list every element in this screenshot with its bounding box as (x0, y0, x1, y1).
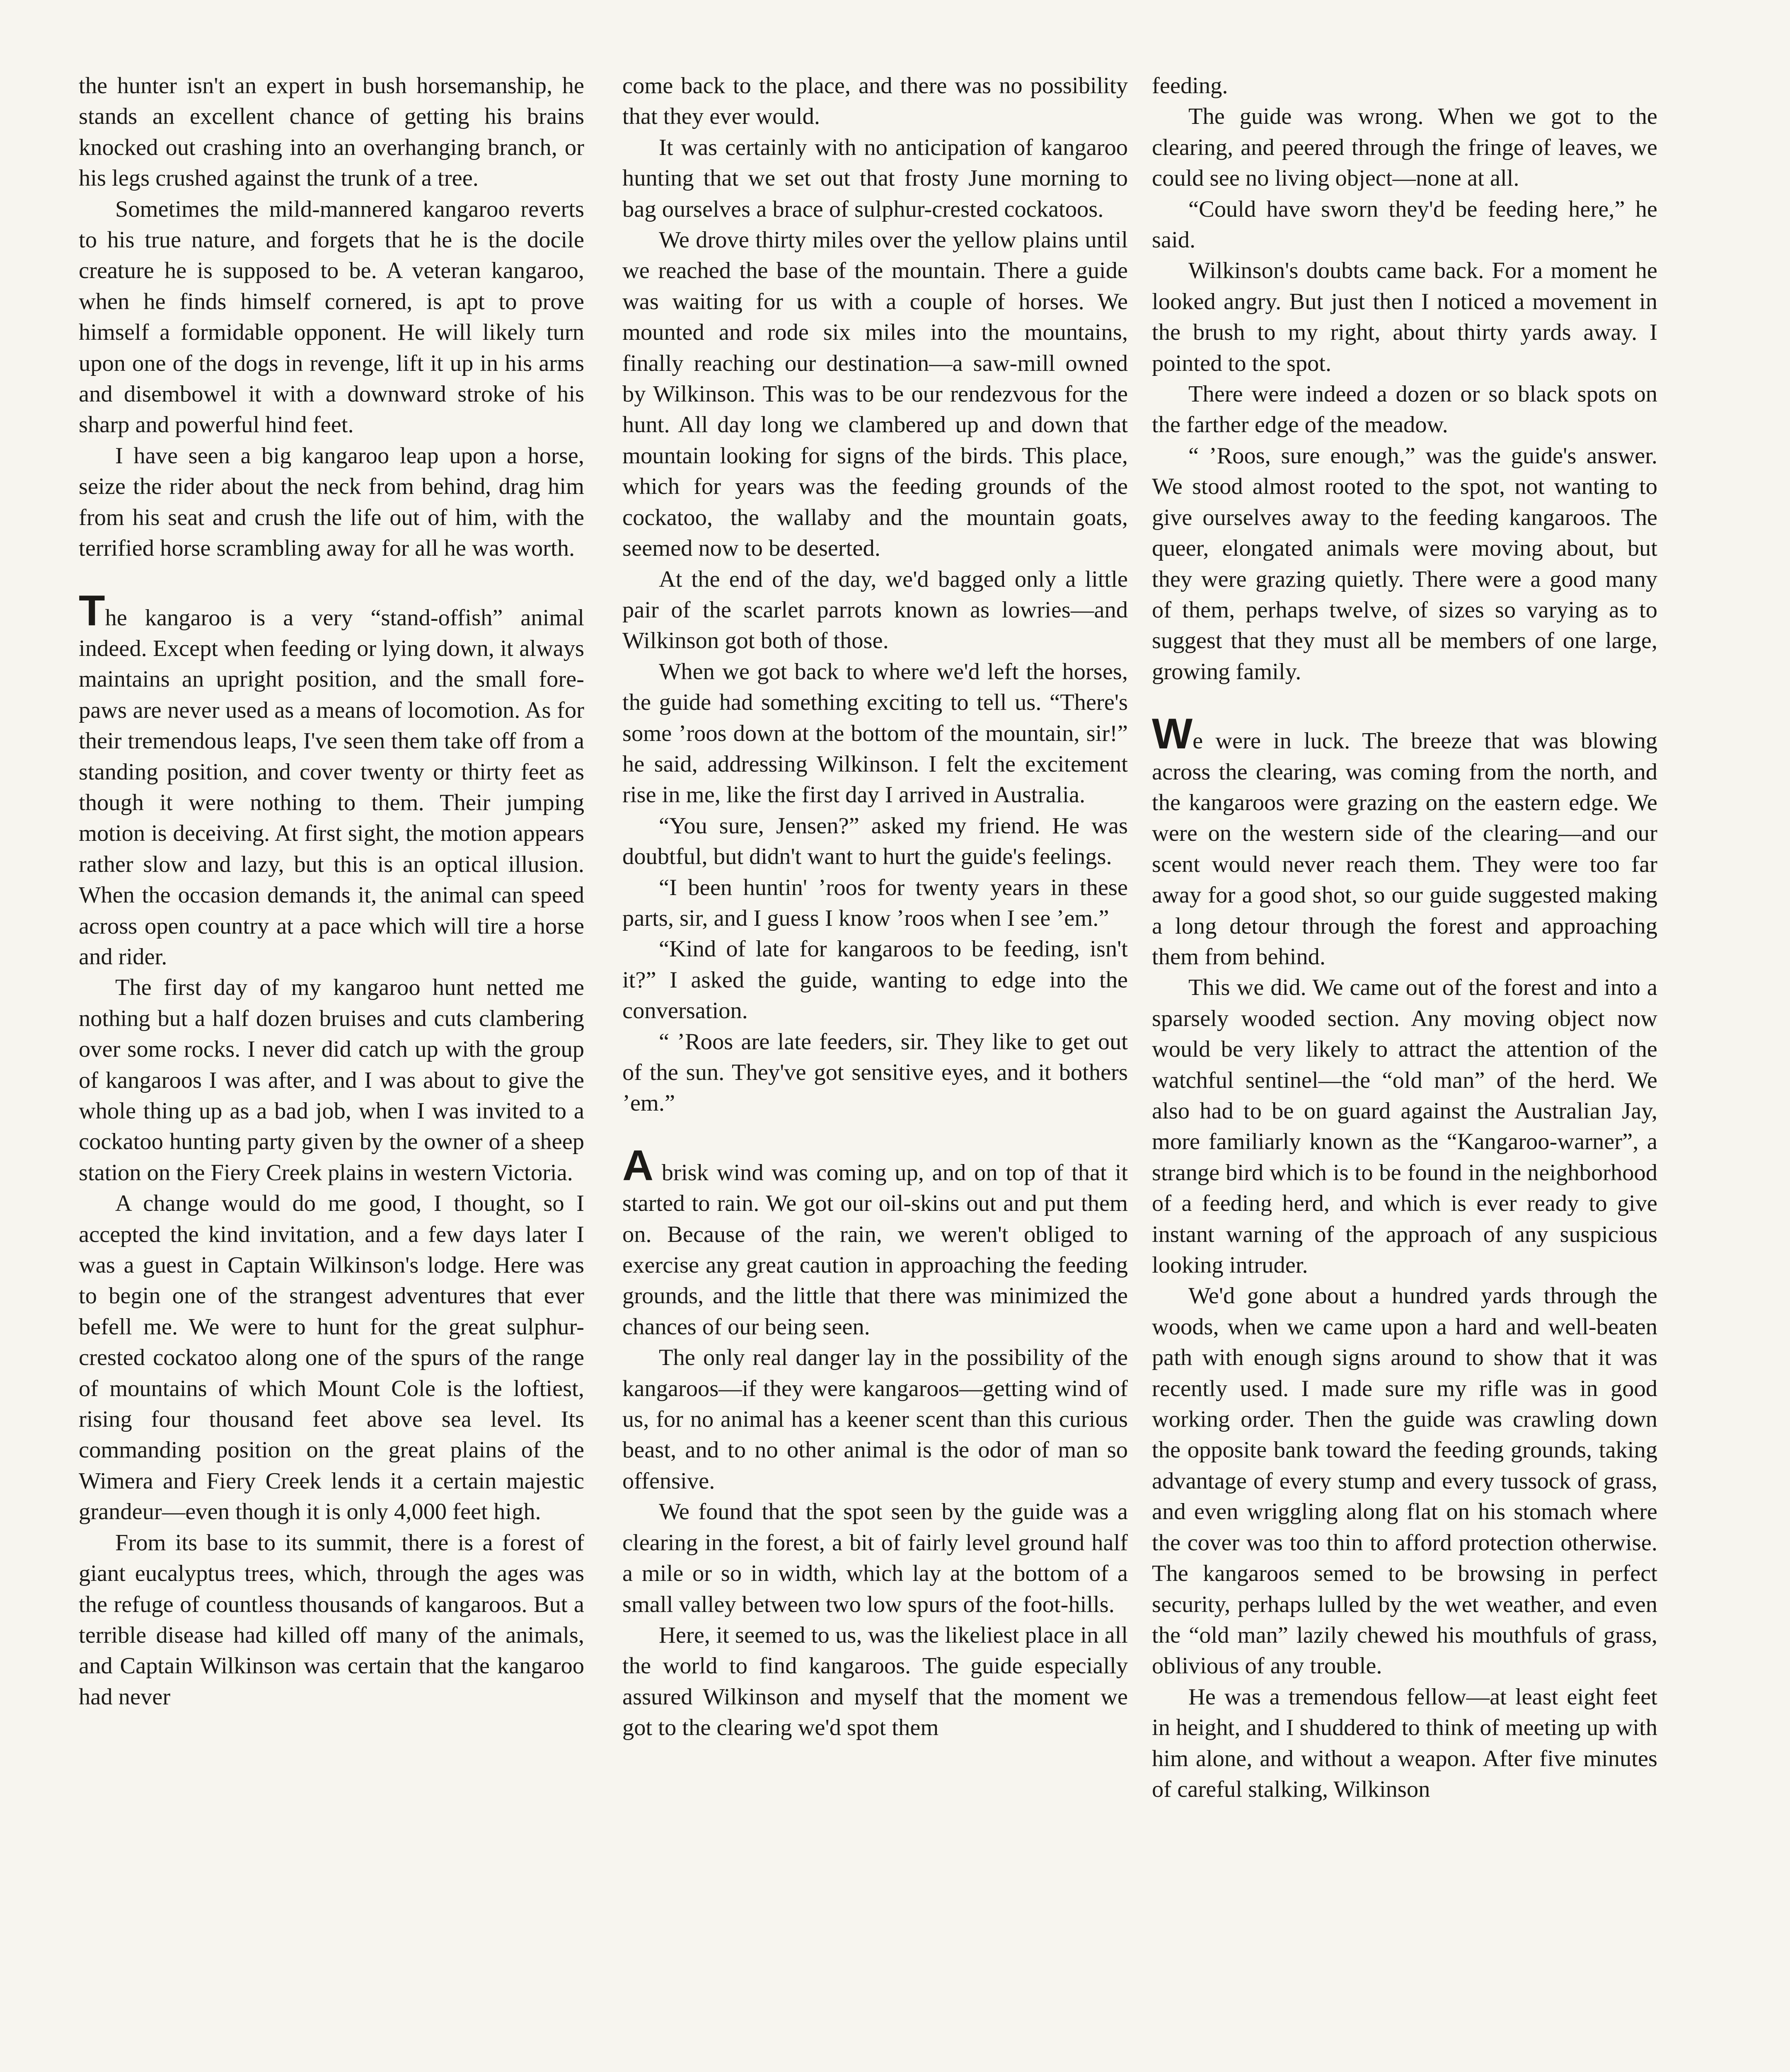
paragraph: Sometimes the mild-mannered kangaroo reverts to his true nature, and forgets that he is the docile creature he is supposed to be. A veteran kangaroo, when he finds himself cornered, is apt to prove himself a formidable opponent. He will likely turn upon one of the dogs in revenge, lift it up in his arms and disembowel it with a downward stroke of his sharp and powerful hind feet. (79, 196, 584, 438)
paragraph: The only real danger lay in the possibility of the kangaroos—if they were kangaroos—getting wind of us, for no animal has a keener scent than this curious beast, and to no other animal is the odor of man so offensive. (622, 1345, 1128, 1494)
paragraph: A change would do me good, I thought, so I accepted the kind invitation, and a few days later I was a guest in Captain Wilkinson's lodge. Here was to begin one of the strangest adventures that ever befell me. We were to hunt for the great sulphur-crested cockatoo along one of the spurs of the range of mountains of which Mount Cole is the loftiest, rising four thousand feet above sea level. Its commanding position on the great plains of the Wimera and Fiery Creek lends it a certain majestic grandeur—even though it is only 4,000 feet high. (79, 1191, 584, 1525)
text-column-3 (1152, 70, 1657, 1805)
drop-cap: T (79, 586, 105, 635)
paragraph: “Kind of late for kangaroos to be feeding, isn't it?” I asked the guide, wanting to edge into the conversation. (622, 936, 1128, 1024)
paragraph: There were indeed a dozen or so black spots on the farther edge of the meadow. (1152, 381, 1657, 438)
paragraph: At the end of the day, we'd bagged only a little pair of the scarlet parrots known as lowries—and Wilkinson got both of those. (622, 566, 1128, 654)
paragraph: We'd gone about a hundred yards through the woods, when we came upon a hard and well-beaten path with enough signs around to show that it was recently used. I made sure my rifle was in good working order. Then the guide was crawling down the opposite bank toward the feeding grounds, taking advantage of every stump and every tussock of grass, and even wriggling along flat on his stomach where the cover was too thin to afford protection otherwise. The kangaroos semed to be browsing in perfect security, perhaps lulled by the wet weather, and even the “old man” lazily chewed his mouthfuls of grass, oblivious of any trouble. (1152, 1283, 1657, 1679)
paragraph-text: e were in luck. The breeze that was blowing across the clearing, was coming from the north, and the kangaroos were grazing on the eastern edge. We were on the western side of the clearing—and our scent would never reach them. They were too far away for a good shot, so our guide suggested making a long detour through the forest and approaching them from behind. (1152, 728, 1657, 970)
paragraph: the hunter isn't an expert in bush horsemanship, he stands an excellent chance of getting his brains knocked out crashing into an overhanging branch, or his legs crushed against the trunk of a tree. (79, 73, 584, 191)
text-column-2 (622, 70, 1128, 1743)
paragraph: feeding. (1152, 73, 1228, 99)
paragraph-text: he kangaroo is a very “stand-offish” animal indeed. Except when feeding or lying down, it always maintains an upright position, and the small fore-paws are never used as a means of locomotion. As for their tremendous leaps, I've seen them take off from a standing position, and cover twenty or thirty feet as though it were nothing to them. Their jumping motion is deceiving. At first sight, the motion appears rather slow and lazy, but this is an optical illusion. When the occasion demands it, the animal can speed across open country at a pace which will tire a horse and rider. (79, 605, 584, 970)
paragraph: “You sure, Jensen?” asked my friend. He was doubtful, but didn't want to hurt the guide's feelings. (622, 813, 1128, 870)
paragraph: He was a tremendous fellow—at least eight feet in height, and I shuddered to think of meeting up with him alone, and without a weapon. After five minutes of careful stalking, Wilkinson (1152, 1684, 1657, 1802)
text-column-1 (79, 70, 584, 1712)
drop-cap: W (1152, 710, 1193, 758)
paragraph: “I been huntin' ’roos for twenty years in these parts, sir, and I guess I know ’roos when I see ’em.” (622, 874, 1128, 931)
paragraph: We found that the spot seen by the guide was a clearing in the forest, a bit of fairly level ground half a mile or so in width, which lay at the bottom of a small valley between two low spurs of the foot-hills. (622, 1499, 1128, 1617)
paragraph: When we got back to where we'd left the horses, the guide had something exciting to tell us. “There's some ’roos down at the bottom of the mountain, sir!” he said, addressing Wilkinson. I felt the excitement rise in me, like the first day I arrived in Australia. (622, 658, 1128, 808)
paragraph: From its base to its summit, there is a forest of giant eucalyptus trees, which, through the ages was the refuge of countless thousands of kangaroos. But a terrible disease had killed off many of the animals, and Captain Wilkinson was certain that the kangaroo had never (79, 1530, 584, 1710)
drop-cap: A (622, 1141, 654, 1190)
paragraph-text: brisk wind was coming up, and on top of that it started to rain. We got our oil-skins out and put them on. Because of the rain, we weren't obliged to exercise any great caution in approaching the feeding grounds, and the little that there was minimized the chances of our being seen. (622, 1159, 1128, 1340)
paragraph: Wilkinson's doubts came back. For a moment he looked angry. But just then I noticed a movement in the brush to my right, about thirty yards away. I pointed to the spot. (1152, 258, 1657, 376)
paragraph: It was certainly with no anticipation of kangaroo hunting that we set out that frosty June morning to bag ourselves a brace of sulphur-crested cockatoos. (622, 134, 1128, 222)
paragraph: We drove thirty miles over the yellow plains until we reached the base of the mountain. There a guide was waiting for us with a couple of horses. We mounted and rode six miles into the mountains, finally reaching our destination—a saw-mill owned by Wilkinson. This was to be our rendezvous for the hunt. All day long we clambered up and down that mountain looking for signs of the birds. This place, which for years was the feeding grounds of the cockatoo, the wallaby and the mountain goats, seemed now to be deserted. (622, 227, 1128, 562)
section-opening-paragraph (79, 586, 584, 973)
paragraph: come back to the place, and there was no possibility that they ever would. (622, 73, 1128, 130)
paragraph: Here, it seemed to us, was the likeliest place in all the world to find kangaroos. The guide especially assured Wilkinson and myself that the moment we got to the clearing we'd spot them (622, 1622, 1128, 1741)
paragraph: The guide was wrong. When we got to the clearing, and peered through the fringe of leaves, we could see no living object—none at all. (1152, 104, 1657, 191)
paragraph: “ ’Roos are late feeders, sir. They like to get out of the sun. They've got sensitive eyes, and it bothers ’em.” (622, 1029, 1128, 1116)
paragraph: “Could have sworn they'd be feeding here,” he said. (1152, 196, 1657, 253)
paragraph: The first day of my kangaroo hunt netted me nothing but a half dozen bruises and cuts clambering over some rocks. I never did catch up with the group of kangaroos I was after, and I was about to give the whole thing up as a bad job, when I was invited to a cockatoo hunting party given by the owner of a sheep station on the Fiery Creek plains in western Victoria. (79, 975, 584, 1186)
paragraph: “ ’Roos, sure enough,” was the guide's answer. We stood almost rooted to the spot, not wanting to give ourselves away to the feeding kangaroos. The queer, elongated animals were moving about, but they were grazing quietly. There were a good many of them, perhaps twelve, of sizes so varying as to suggest that they must all be members of one large, growing family. (1152, 443, 1657, 685)
paragraph: I have seen a big kangaroo leap upon a horse, seize the rider about the neck from behind, drag him from his seat and crush the life out of him, with the terrified horse scrambling away for all he was worth. (79, 443, 584, 562)
paragraph: This we did. We came out of the forest and into a sparsely wooded section. Any moving object now would be very likely to attract the attention of the watchful sentinel—the “old man” of the herd. We also had to be on guard against the Australian Jay, more familiarly known as the “Kangaroo-warner”, a strange bird which is to be found in the neighborhood of a feeding herd, and which is ever ready to give instant warning of the approach of any suspicious looking intruder. (1152, 975, 1657, 1278)
section-opening-paragraph (622, 1141, 1128, 1342)
section-opening-paragraph (1152, 710, 1657, 972)
